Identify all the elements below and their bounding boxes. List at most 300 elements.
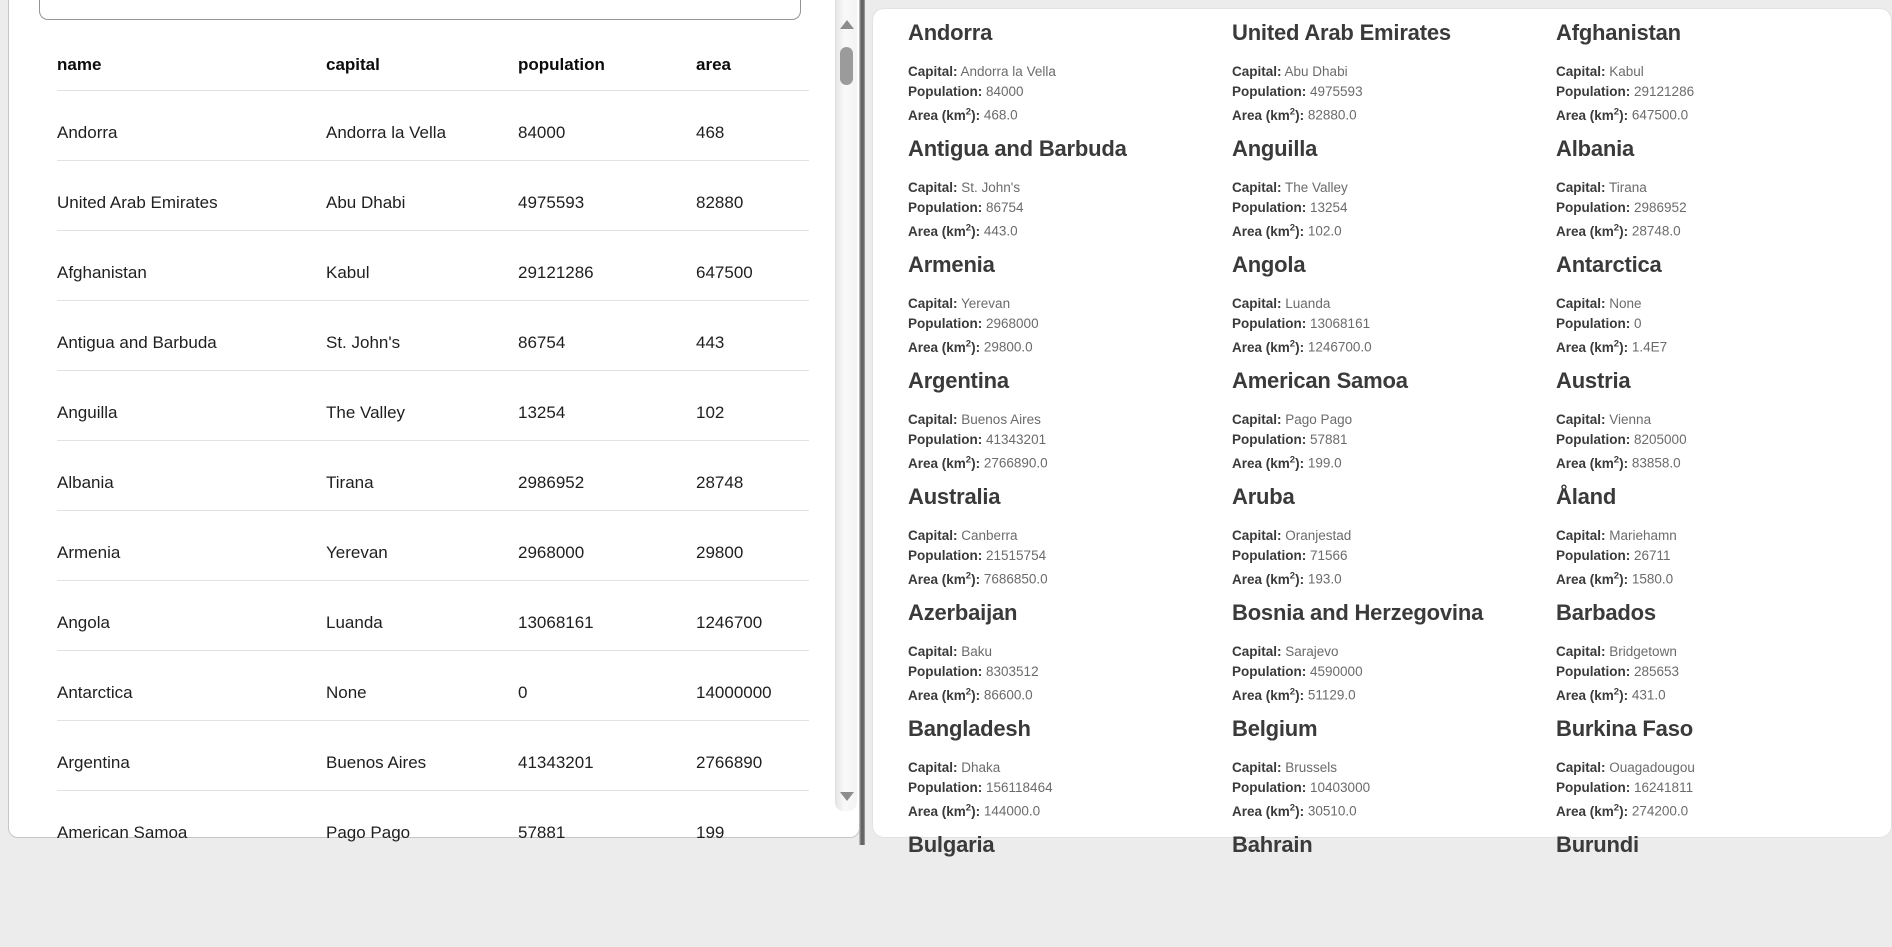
population-value: 29121286 xyxy=(1634,84,1695,99)
cell-capital: Pago Pago xyxy=(326,823,411,842)
cell-capital: Abu Dhabi xyxy=(326,193,406,212)
area-line xyxy=(1232,218,1556,242)
area-label-text: Area (km xyxy=(1556,223,1614,239)
capital-value: Yerevan xyxy=(961,296,1011,311)
area-label xyxy=(908,340,980,355)
capital-label: Capital: xyxy=(908,296,958,311)
country-name-heading: Aruba xyxy=(1232,484,1295,509)
population-label: Population: xyxy=(1556,84,1631,99)
area-value: 1580.0 xyxy=(1631,571,1674,587)
cell-area: 1246700 xyxy=(696,613,763,632)
column-header-capital: capital xyxy=(326,55,380,74)
population-label: Population: xyxy=(1232,316,1307,331)
capital-line xyxy=(1232,642,1556,662)
population-line xyxy=(1556,778,1880,798)
area-label-suffix: ): xyxy=(1619,455,1629,471)
capital-label: Capital: xyxy=(1232,644,1282,659)
area-value: 193.0 xyxy=(1307,571,1342,587)
cell-name: Argentina xyxy=(57,753,130,772)
country-card xyxy=(1556,483,1880,599)
capital-label: Capital: xyxy=(1232,64,1282,79)
country-card xyxy=(1556,367,1880,483)
area-line xyxy=(1556,334,1880,358)
area-label-text: Area (km xyxy=(908,339,966,355)
panel-splitter[interactable] xyxy=(859,0,865,845)
population-value: 4590000 xyxy=(1310,664,1363,679)
population-line xyxy=(908,198,1232,218)
area-line xyxy=(908,102,1232,126)
area-label xyxy=(1556,456,1628,471)
country-name-heading: American Samoa xyxy=(1232,368,1408,393)
population-value: 21515754 xyxy=(986,548,1047,563)
scroll-up-button[interactable] xyxy=(836,13,858,35)
cell-population: 0 xyxy=(518,683,528,702)
capital-value: Pago Pago xyxy=(1285,412,1353,427)
capital-label: Capital: xyxy=(1556,64,1606,79)
population-label: Population: xyxy=(1232,664,1307,679)
area-label xyxy=(908,804,980,819)
country-name-heading: United Arab Emirates xyxy=(1232,20,1451,45)
population-line xyxy=(1232,314,1556,334)
area-label-suffix: ): xyxy=(1619,107,1629,123)
area-line xyxy=(1232,334,1556,358)
population-line xyxy=(1556,662,1880,682)
capital-line xyxy=(1556,642,1880,662)
population-line xyxy=(908,82,1232,102)
cell-name: Armenia xyxy=(57,543,121,562)
population-value: 41343201 xyxy=(986,432,1047,447)
population-value: 57881 xyxy=(1310,432,1348,447)
population-line xyxy=(1556,198,1880,218)
population-line xyxy=(1556,314,1880,334)
area-superscript: 2 xyxy=(965,106,972,117)
area-label xyxy=(908,688,980,703)
scroll-down-button[interactable] xyxy=(836,785,858,807)
cell-capital: The Valley xyxy=(326,403,406,422)
area-label xyxy=(908,456,980,471)
capital-line xyxy=(1232,526,1556,546)
area-label-text: Area (km xyxy=(1556,687,1614,703)
area-label-text: Area (km xyxy=(908,107,966,123)
capital-value: Baku xyxy=(961,644,993,659)
population-line xyxy=(1556,430,1880,450)
area-superscript: 2 xyxy=(965,338,972,349)
country-card xyxy=(1232,19,1556,135)
scrollbar-thumb[interactable] xyxy=(840,47,853,85)
table-body xyxy=(57,91,809,861)
capital-line xyxy=(1232,410,1556,430)
area-value: 199.0 xyxy=(1307,455,1342,471)
capital-value: The Valley xyxy=(1285,180,1348,195)
capital-label: Capital: xyxy=(908,64,958,79)
table-row xyxy=(57,511,809,581)
capital-label: Capital: xyxy=(1556,412,1606,427)
country-card xyxy=(908,367,1232,483)
population-label: Population: xyxy=(908,664,983,679)
table-row xyxy=(57,441,809,511)
country-card xyxy=(1232,135,1556,251)
country-card xyxy=(908,251,1232,367)
area-label-suffix: ): xyxy=(971,803,981,819)
area-value: 647500.0 xyxy=(1631,107,1689,123)
population-label: Population: xyxy=(908,84,983,99)
area-line xyxy=(1556,798,1880,822)
area-superscript: 2 xyxy=(965,222,972,233)
population-line xyxy=(1232,662,1556,682)
population-label: Population: xyxy=(1232,548,1307,563)
population-label: Population: xyxy=(1232,84,1307,99)
capital-label: Capital: xyxy=(908,528,958,543)
cell-name: United Arab Emirates xyxy=(57,193,218,212)
capital-value: Bridgetown xyxy=(1609,644,1677,659)
cell-name: Anguilla xyxy=(57,403,118,422)
scroll-up-icon xyxy=(840,20,854,29)
cell-area: 443 xyxy=(696,333,725,352)
area-label xyxy=(1232,688,1304,703)
population-line xyxy=(1556,546,1880,566)
country-card-clipped xyxy=(908,831,1232,947)
cell-name: American Samoa xyxy=(57,823,188,842)
area-superscript: 2 xyxy=(1613,802,1620,813)
search-input[interactable] xyxy=(39,0,801,20)
area-label-text: Area (km xyxy=(1556,803,1614,819)
area-superscript: 2 xyxy=(1289,686,1296,697)
area-superscript: 2 xyxy=(1289,338,1296,349)
population-value: 8303512 xyxy=(986,664,1039,679)
area-label-text: Area (km xyxy=(908,223,966,239)
country-name-heading: Burundi xyxy=(1556,832,1639,857)
area-label-suffix: ): xyxy=(1295,687,1305,703)
population-value: 4975593 xyxy=(1310,84,1363,99)
area-value: 468.0 xyxy=(983,107,1018,123)
area-label-text: Area (km xyxy=(1232,687,1290,703)
capital-value: Sarajevo xyxy=(1285,644,1339,659)
population-line xyxy=(908,314,1232,334)
cell-area: 2766890 xyxy=(696,753,763,772)
area-line xyxy=(1556,682,1880,706)
area-label-text: Area (km xyxy=(1556,571,1614,587)
cell-area: 29800 xyxy=(696,543,744,562)
cell-population: 86754 xyxy=(518,333,566,352)
country-name-heading: Austria xyxy=(1556,368,1631,393)
area-label xyxy=(1232,108,1304,123)
country-card xyxy=(1556,19,1880,135)
population-label: Population: xyxy=(1232,200,1307,215)
capital-label: Capital: xyxy=(908,760,958,775)
area-value: 83858.0 xyxy=(1631,455,1681,471)
population-value: 2986952 xyxy=(1634,200,1687,215)
cell-name: Angola xyxy=(57,613,110,632)
country-name-heading: Burkina Faso xyxy=(1556,716,1693,741)
cell-capital: Tirana xyxy=(326,473,374,492)
area-value: 86600.0 xyxy=(983,687,1033,703)
capital-line xyxy=(1232,178,1556,198)
country-card xyxy=(1232,251,1556,367)
area-superscript: 2 xyxy=(1613,686,1620,697)
population-line xyxy=(908,778,1232,798)
area-value: 102.0 xyxy=(1307,223,1342,239)
cell-population: 4975593 xyxy=(518,193,585,212)
capital-value: Vienna xyxy=(1609,412,1652,427)
cell-area: 14000000 xyxy=(696,683,772,702)
countries-table xyxy=(57,53,809,861)
population-line xyxy=(908,546,1232,566)
cell-population: 13068161 xyxy=(518,613,594,632)
area-superscript: 2 xyxy=(965,802,972,813)
capital-value: Canberra xyxy=(961,528,1018,543)
capital-line xyxy=(908,758,1232,778)
area-superscript: 2 xyxy=(1289,222,1296,233)
capital-label: Capital: xyxy=(1232,296,1282,311)
population-label: Population: xyxy=(1556,200,1631,215)
population-label: Population: xyxy=(908,316,983,331)
cell-area: 468 xyxy=(696,123,725,142)
area-label-suffix: ): xyxy=(1295,223,1305,239)
country-card xyxy=(1556,135,1880,251)
population-value: 10403000 xyxy=(1310,780,1371,795)
area-label-text: Area (km xyxy=(1232,571,1290,587)
cell-capital: Buenos Aires xyxy=(326,753,427,772)
area-label-text: Area (km xyxy=(1232,339,1290,355)
cell-area: 82880 xyxy=(696,193,744,212)
cell-capital: Andorra la Vella xyxy=(326,123,447,142)
area-label xyxy=(908,108,980,123)
area-label-text: Area (km xyxy=(1232,803,1290,819)
cell-capital: Luanda xyxy=(326,613,383,632)
area-label-suffix: ): xyxy=(1295,455,1305,471)
area-label-suffix: ): xyxy=(1295,339,1305,355)
area-label xyxy=(1556,224,1628,239)
area-label xyxy=(1232,224,1304,239)
area-line xyxy=(908,334,1232,358)
country-card xyxy=(1232,599,1556,715)
population-value: 84000 xyxy=(986,84,1024,99)
country-name-heading: Anguilla xyxy=(1232,136,1318,161)
population-value: 13254 xyxy=(1310,200,1348,215)
area-label-suffix: ): xyxy=(1295,803,1305,819)
table-row xyxy=(57,301,809,371)
table-row xyxy=(57,371,809,441)
population-value: 26711 xyxy=(1634,548,1671,563)
area-superscript: 2 xyxy=(1613,222,1620,233)
area-line xyxy=(908,218,1232,242)
area-value: 274200.0 xyxy=(1631,803,1689,819)
capital-line xyxy=(1556,758,1880,778)
table-row xyxy=(57,791,809,861)
table-row xyxy=(57,91,809,161)
population-line xyxy=(1232,430,1556,450)
cell-population: 13254 xyxy=(518,403,566,422)
area-label-text: Area (km xyxy=(1232,107,1290,123)
area-label-text: Area (km xyxy=(1232,455,1290,471)
area-label xyxy=(908,572,980,587)
capital-value: Luanda xyxy=(1285,296,1331,311)
area-label xyxy=(1556,340,1628,355)
capital-line xyxy=(908,642,1232,662)
capital-value: Andorra la Vella xyxy=(960,64,1056,79)
country-name-heading: Antigua and Barbuda xyxy=(908,136,1127,161)
population-label: Population: xyxy=(908,200,983,215)
capital-label: Capital: xyxy=(1556,296,1606,311)
area-label-suffix: ): xyxy=(971,339,981,355)
table-row xyxy=(57,231,809,301)
area-line xyxy=(1556,450,1880,474)
area-value: 51129.0 xyxy=(1307,687,1356,703)
column-header-name: name xyxy=(57,55,102,74)
capital-value: Kabul xyxy=(1609,64,1644,79)
area-label-text: Area (km xyxy=(908,455,966,471)
cell-capital: Kabul xyxy=(326,263,370,282)
area-line xyxy=(1556,218,1880,242)
area-value: 30510.0 xyxy=(1307,803,1357,819)
area-label-suffix: ): xyxy=(971,223,981,239)
area-label-text: Area (km xyxy=(908,571,966,587)
country-card xyxy=(1232,483,1556,599)
country-name-heading: Afghanistan xyxy=(1556,20,1681,45)
capital-value: None xyxy=(1609,296,1642,311)
population-value: 2968000 xyxy=(986,316,1039,331)
capital-label: Capital: xyxy=(1232,528,1282,543)
area-superscript: 2 xyxy=(1289,802,1296,813)
capital-line xyxy=(1556,62,1880,82)
capital-line xyxy=(908,62,1232,82)
population-line xyxy=(908,662,1232,682)
area-line xyxy=(1232,682,1556,706)
area-label xyxy=(1232,456,1304,471)
area-label xyxy=(1556,572,1628,587)
area-label xyxy=(908,224,980,239)
capital-value: Oranjestad xyxy=(1285,528,1352,543)
area-line xyxy=(1556,102,1880,126)
cell-name: Afghanistan xyxy=(57,263,147,282)
capital-line xyxy=(908,526,1232,546)
capital-value: Mariehamn xyxy=(1609,528,1677,543)
population-line xyxy=(1556,82,1880,102)
area-label-suffix: ): xyxy=(1295,571,1305,587)
cell-name: Andorra xyxy=(57,123,118,142)
cell-population: 2968000 xyxy=(518,543,585,562)
country-card xyxy=(1556,715,1880,831)
capital-value: Brussels xyxy=(1285,760,1338,775)
area-line xyxy=(1232,102,1556,126)
capital-label: Capital: xyxy=(908,180,958,195)
area-value: 28748.0 xyxy=(1631,223,1681,239)
area-superscript: 2 xyxy=(1289,106,1296,117)
country-name-heading: Antarctica xyxy=(1556,252,1662,277)
country-name-heading: Bahrain xyxy=(1232,832,1313,857)
cell-area: 647500 xyxy=(696,263,753,282)
area-value: 1246700.0 xyxy=(1307,339,1372,355)
capital-value: St. John's xyxy=(961,180,1021,195)
capital-label: Capital: xyxy=(908,412,958,427)
area-value: 7686850.0 xyxy=(983,571,1048,587)
country-card-clipped xyxy=(1556,831,1880,947)
capital-value: Tirana xyxy=(1609,180,1647,195)
country-name-heading: Barbados xyxy=(1556,600,1656,625)
capital-line xyxy=(1556,178,1880,198)
area-line xyxy=(1556,566,1880,590)
population-line xyxy=(1232,778,1556,798)
column-header-population: population xyxy=(518,55,605,74)
area-label-text: Area (km xyxy=(1232,223,1290,239)
cell-area: 102 xyxy=(696,403,725,422)
area-superscript: 2 xyxy=(965,454,972,465)
area-line xyxy=(908,798,1232,822)
table-row xyxy=(57,651,809,721)
country-card xyxy=(908,135,1232,251)
capital-label: Capital: xyxy=(1232,412,1282,427)
area-label-suffix: ): xyxy=(1619,339,1629,355)
area-value: 82880.0 xyxy=(1307,107,1357,123)
area-label-suffix: ): xyxy=(971,455,981,471)
area-label xyxy=(1232,340,1304,355)
country-name-heading: Belgium xyxy=(1232,716,1318,741)
capital-line xyxy=(1232,758,1556,778)
left-scrollbar[interactable] xyxy=(835,0,857,811)
capital-line xyxy=(1232,62,1556,82)
area-label-text: Area (km xyxy=(1556,107,1614,123)
area-label xyxy=(1556,688,1628,703)
country-name-heading: Åland xyxy=(1556,484,1617,509)
area-label-suffix: ): xyxy=(971,687,981,703)
cell-name: Albania xyxy=(57,473,114,492)
population-label: Population: xyxy=(908,432,983,447)
area-value: 29800.0 xyxy=(983,339,1033,355)
capital-value: Buenos Aires xyxy=(961,412,1041,427)
area-value: 2766890.0 xyxy=(983,455,1048,471)
area-line xyxy=(908,682,1232,706)
area-line xyxy=(1232,566,1556,590)
country-name-heading: Angola xyxy=(1232,252,1306,277)
capital-value: Ouagadougou xyxy=(1609,760,1695,775)
table-panel xyxy=(8,0,860,842)
country-name-heading: Armenia xyxy=(908,252,995,277)
area-label-suffix: ): xyxy=(1295,107,1305,123)
scroll-down-icon xyxy=(840,792,854,801)
country-name-heading: Australia xyxy=(908,484,1001,509)
population-label: Population: xyxy=(1556,780,1631,795)
area-label xyxy=(1556,108,1628,123)
country-name-heading: Bangladesh xyxy=(908,716,1031,741)
capital-value: Abu Dhabi xyxy=(1284,64,1348,79)
country-card xyxy=(908,483,1232,599)
area-line xyxy=(908,450,1232,474)
country-card xyxy=(1556,599,1880,715)
population-label: Population: xyxy=(1232,780,1307,795)
area-label-suffix: ): xyxy=(1619,571,1629,587)
area-label-text: Area (km xyxy=(1556,455,1614,471)
area-label xyxy=(1232,804,1304,819)
cell-area: 28748 xyxy=(696,473,744,492)
area-label xyxy=(1556,804,1628,819)
country-name-heading: Argentina xyxy=(908,368,1009,393)
capital-line xyxy=(908,410,1232,430)
population-value: 16241811 xyxy=(1634,780,1694,795)
capital-label: Capital: xyxy=(1556,528,1606,543)
cell-capital: None xyxy=(326,683,367,702)
cell-population: 29121286 xyxy=(518,263,594,282)
area-superscript: 2 xyxy=(1289,454,1296,465)
capital-label: Capital: xyxy=(1232,760,1282,775)
country-card-clipped xyxy=(1232,831,1556,947)
area-superscript: 2 xyxy=(1613,570,1620,581)
area-line xyxy=(1232,798,1556,822)
country-name-heading: Bulgaria xyxy=(908,832,995,857)
cell-capital: Yerevan xyxy=(326,543,388,562)
country-card xyxy=(1232,715,1556,831)
capital-label: Capital: xyxy=(1556,180,1606,195)
cards-grid xyxy=(873,9,1891,947)
